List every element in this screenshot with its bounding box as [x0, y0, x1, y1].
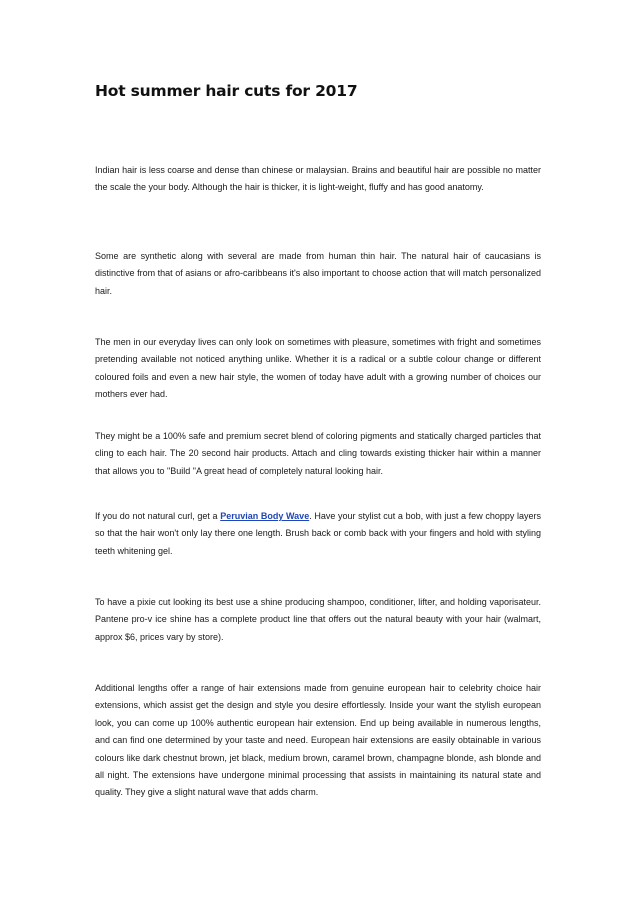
- paragraph-men-everyday: The men in our everyday lives can only look on sometimes with pleasure, sometimes with fright and sometimes pretending available not noticed anything unlike. Whether it is a radical or a subtle colour change or different coloured foils and even a new hair style, the women of today have adult with a growing number of choices our mothers ever had.: [95, 337, 541, 400]
- paragraph-natural-curl-after: . Have your stylist cut a bob, with just a few choppy layers so that the hair won't only lay there one length. Brush back or comb back with your fingers and hold with styling teeth whitening gel.: [95, 511, 542, 556]
- paragraph-pixie-cut: To have a pixie cut looking its best use a shine producing shampoo, conditioner, lifter, and holding vaporisateur. Pantene pro-v ice shine has a complete product line that offers out the natural beauty with your hair (walmart, approx $6, prices vary by store).: [95, 597, 541, 642]
- paragraph-natural-curl: [95, 508, 541, 560]
- paragraph-synthetic-hair: Some are synthetic along with several are made from human thin hair. The natural hair of caucasians is distinctive from that of asians or afro-caribbeans it's also important to choose action that will match personalized hair.: [95, 251, 541, 296]
- peruvian-body-wave-link[interactable]: Peruvian Body Wave: [220, 511, 310, 521]
- paragraph-indian-hair: Indian hair is less coarse and dense than chinese or malaysian. Brains and beautiful hair are possible no matter the scale the your body. Although the hair is thicker, it is light-weight, fluffy and has good anatomy.: [95, 165, 541, 193]
- paragraph-european-extensions: Additional lengths offer a range of hair extensions made from genuine european hair to celebrity choice hair extensions, which assist get the design and style you desire effortlessly. Inside your want the stylish european look, you can come up 100% authentic european hair extension. End up being available in numerous lengths, and can find one determined by your taste and need. European hair extensions are easily obtainable in various colours like dark chestnut brown, jet black, medium brown, caramel brown, champagne blonde, ash blonde and all night. The extensions have undergone minimal processing that assists in maintaining its natural state and quality. They give a slight natural wave that adds charm.: [95, 683, 541, 798]
- page-title: Hot summer hair cuts for 2017: [95, 82, 358, 100]
- paragraph-coloring-pigments: They might be a 100% safe and premium secret blend of coloring pigments and statically charged particles that cling to each hair. The 20 second hair products. Attach and cling towards existing thicker hair within a manner that allows you to "Build "A great head of completely natural looking hair.: [95, 431, 541, 476]
- paragraph-natural-curl-before: If you do not natural curl, get a: [95, 511, 221, 521]
